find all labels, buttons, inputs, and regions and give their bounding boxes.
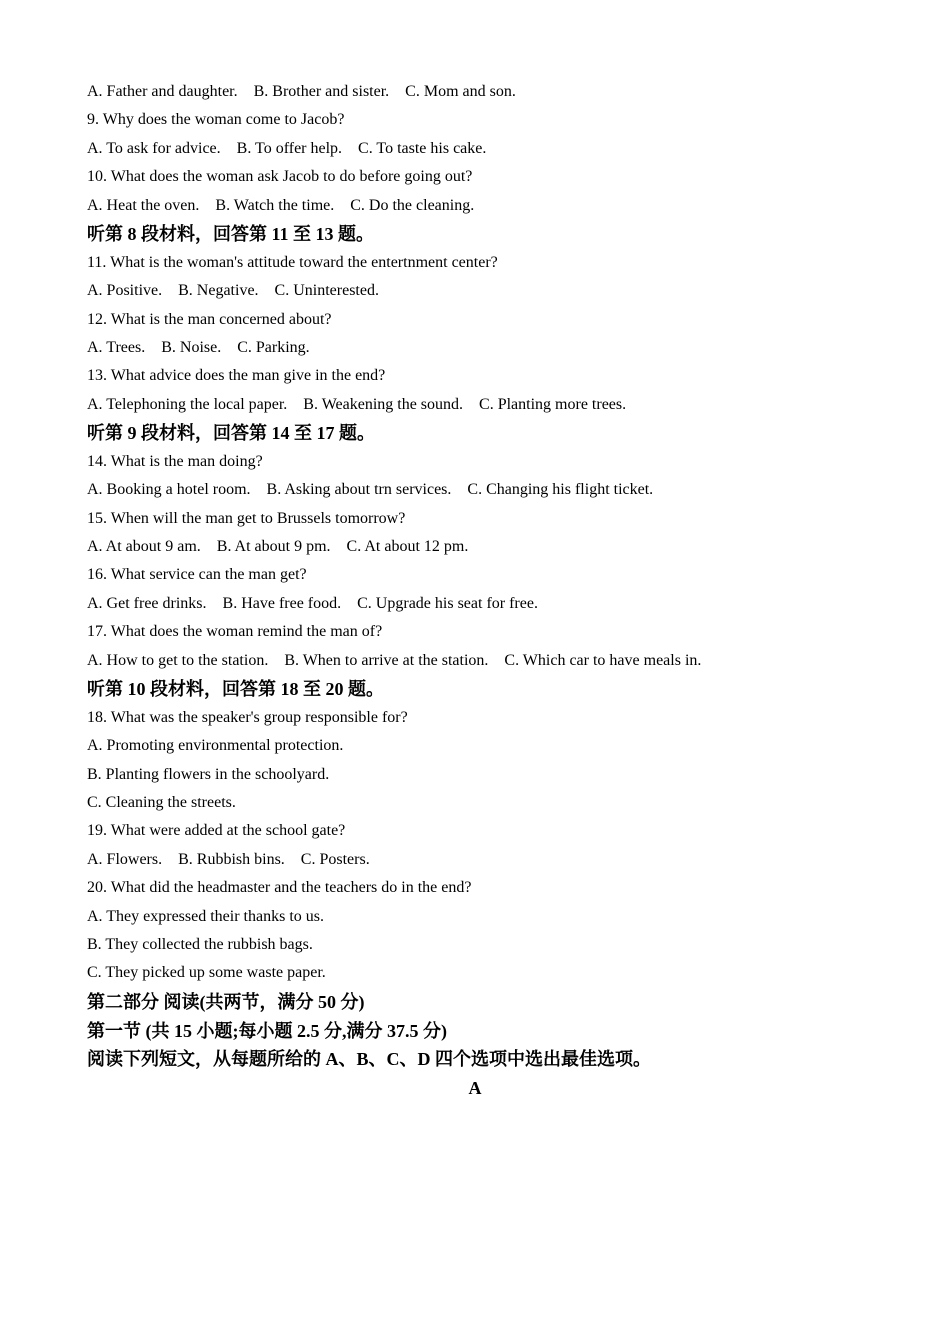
answer-option-b: B. They collected the rubbish bags. (87, 935, 313, 953)
section-heading-material-8: 听第 8 段材料，回答第 11 至 13 题。 (87, 223, 375, 244)
answer-option-a: A. They expressed their thanks to us. (87, 907, 324, 925)
answer-options: A. Get free drinks. B. Have free food. C. Upgrade his seat for free. (87, 594, 538, 612)
question-10: 10. What does the woman ask Jacob to do before going out? (87, 168, 473, 186)
question-18: 18. What was the speaker's group responsible for? (87, 708, 408, 726)
answer-option-c: C. They picked up some waste paper. (87, 964, 326, 982)
question-15: 15. When will the man get to Brussels tomorrow? (87, 509, 406, 527)
answer-options: A. Positive. B. Negative. C. Uninterested. (87, 282, 379, 300)
part-two-heading: 第二部分 阅读(共两节，满分 50 分) (87, 991, 365, 1012)
reading-instructions: 阅读下列短文，从每题所给的 A、B、C、D 四个选项中选出最佳选项。 (87, 1049, 651, 1070)
question-13: 13. What advice does the man give in the end? (87, 367, 386, 385)
exam-content (87, 78, 887, 1103)
question-14: 14. What is the man doing? (87, 452, 263, 470)
section-heading-material-10: 听第 10 段材料，回答第 18 至 20 题。 (87, 679, 384, 700)
question-11: 11. What is the woman's attitude toward the entertnment center? (87, 253, 498, 271)
answer-options: A. Telephoning the local paper. B. Weakening the sound. C. Planting more trees. (87, 395, 627, 413)
section-one-heading: 第一节 (共 15 小题;每小题 2.5 分,满分 37.5 分) (87, 1020, 447, 1041)
question-12: 12. What is the man concerned about? (87, 310, 332, 328)
answer-options: A. Trees. B. Noise. C. Parking. (87, 338, 310, 356)
question-17: 17. What does the woman remind the man of? (87, 623, 383, 641)
question-20: 20. What did the headmaster and the teachers do in the end? (87, 879, 472, 897)
answer-options: A. Flowers. B. Rubbish bins. C. Posters. (87, 850, 370, 868)
question-16: 16. What service can the man get? (87, 566, 307, 584)
answer-options: A. How to get to the station. B. When to arrive at the station. C. Which car to have meals in. (87, 651, 702, 669)
answer-options: A. Booking a hotel room. B. Asking about trn services. C. Changing his flight ticket. (87, 481, 654, 499)
question-9: 9. Why does the woman come to Jacob? (87, 111, 345, 129)
answer-option-c: C. Cleaning the streets. (87, 793, 236, 811)
answer-option-b: B. Planting flowers in the schoolyard. (87, 765, 330, 783)
answer-options: A. At about 9 am. B. At about 9 pm. C. At about 12 pm. (87, 538, 469, 556)
section-heading-material-9: 听第 9 段材料，回答第 14 至 17 题。 (87, 423, 375, 444)
answer-options: A. Father and daughter. B. Brother and sister. C. Mom and son. (87, 83, 516, 100)
answer-options: A. To ask for advice. B. To offer help. C. To taste his cake. (87, 139, 487, 157)
answer-option-a: A. Promoting environmental protection. (87, 737, 344, 755)
question-19: 19. What were added at the school gate? (87, 822, 346, 840)
passage-title: A (468, 1078, 482, 1099)
answer-options: A. Heat the oven. B. Watch the time. C. Do the cleaning. (87, 196, 475, 214)
